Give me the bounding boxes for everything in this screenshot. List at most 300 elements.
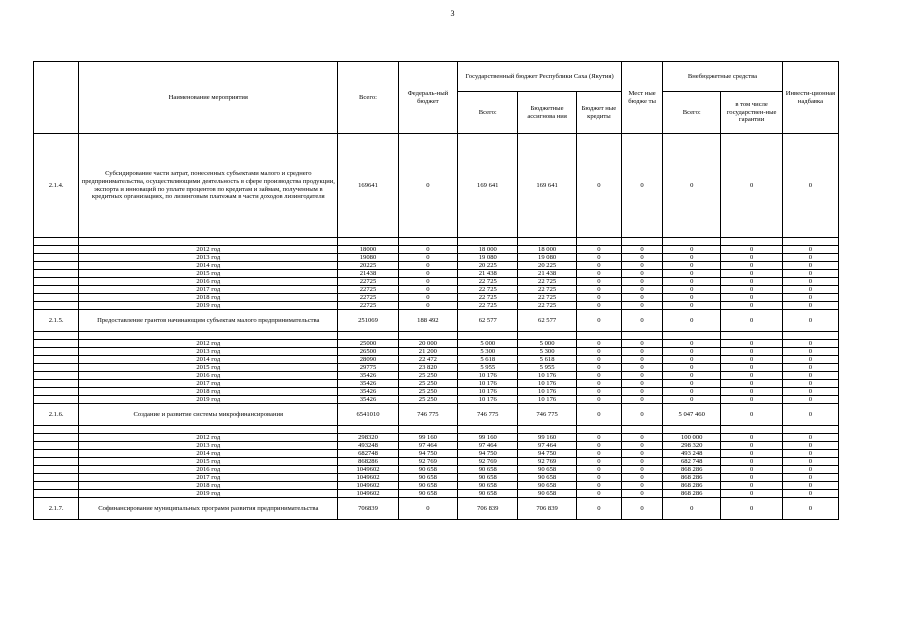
year-value: 0 xyxy=(576,286,621,294)
year-label: 2014 год xyxy=(79,356,338,364)
year-value: 90 658 xyxy=(398,474,457,482)
spacer-cell xyxy=(79,426,338,434)
year-value: 0 xyxy=(622,474,663,482)
year-value: 10 176 xyxy=(458,372,518,380)
section-number: 2.1.7. xyxy=(34,498,79,520)
year-value: 1049602 xyxy=(338,490,398,498)
year-value: 25 250 xyxy=(398,372,457,380)
section-row xyxy=(34,404,839,426)
year-label: 2012 год xyxy=(79,246,338,254)
year-number-cell xyxy=(34,254,79,262)
year-value: 10 176 xyxy=(518,396,576,404)
section-value: 5 047 460 xyxy=(663,404,721,426)
year-value: 0 xyxy=(622,364,663,372)
spacer-cell xyxy=(398,332,457,340)
year-row xyxy=(34,372,839,380)
year-value: 25 250 xyxy=(398,396,457,404)
year-value: 0 xyxy=(576,302,621,310)
year-value: 0 xyxy=(721,490,783,498)
section-value: 0 xyxy=(398,134,457,238)
year-value: 0 xyxy=(576,372,621,380)
year-value: 0 xyxy=(782,340,838,348)
year-number-cell xyxy=(34,278,79,286)
section-value: 0 xyxy=(622,310,663,332)
year-row xyxy=(34,380,839,388)
year-value: 5 955 xyxy=(458,364,518,372)
year-row xyxy=(34,364,839,372)
year-value: 0 xyxy=(576,388,621,396)
year-label: 2012 год xyxy=(79,340,338,348)
spacer-cell xyxy=(782,426,838,434)
year-value: 0 xyxy=(721,434,783,442)
spacer-cell xyxy=(782,238,838,246)
year-value: 22725 xyxy=(338,278,398,286)
year-value: 21 438 xyxy=(518,270,576,278)
year-value: 0 xyxy=(622,434,663,442)
year-value: 0 xyxy=(576,380,621,388)
year-number-cell xyxy=(34,270,79,278)
section-value: 0 xyxy=(721,310,783,332)
year-value: 28090 xyxy=(338,356,398,364)
section-number: 2.1.6. xyxy=(34,404,79,426)
year-value: 92 769 xyxy=(458,458,518,466)
year-number-cell xyxy=(34,286,79,294)
section-value: 62 577 xyxy=(518,310,576,332)
year-value: 5 300 xyxy=(518,348,576,356)
year-value: 25 250 xyxy=(398,388,457,396)
section-value: 0 xyxy=(398,498,457,520)
spacer-cell xyxy=(622,426,663,434)
year-value: 90 658 xyxy=(398,490,457,498)
header-name: Наименование мероприятия xyxy=(79,62,338,134)
spacer-cell xyxy=(338,426,398,434)
year-value: 0 xyxy=(576,356,621,364)
year-value: 0 xyxy=(576,294,621,302)
section-value: 169 641 xyxy=(458,134,518,238)
section-value: 0 xyxy=(721,404,783,426)
year-value: 35426 xyxy=(338,388,398,396)
spacer-cell xyxy=(518,238,576,246)
year-label: 2019 год xyxy=(79,490,338,498)
year-row xyxy=(34,482,839,490)
year-value: 10 176 xyxy=(458,396,518,404)
year-number-cell xyxy=(34,246,79,254)
year-value: 0 xyxy=(576,270,621,278)
year-value: 20 000 xyxy=(398,340,457,348)
year-value: 0 xyxy=(663,262,721,270)
year-label: 2018 год xyxy=(79,482,338,490)
year-value: 493 248 xyxy=(663,450,721,458)
year-value: 0 xyxy=(721,270,783,278)
year-value: 90 658 xyxy=(518,474,576,482)
year-value: 0 xyxy=(622,482,663,490)
year-value: 22 725 xyxy=(458,294,518,302)
year-value: 0 xyxy=(663,270,721,278)
spacer-cell xyxy=(576,238,621,246)
year-value: 0 xyxy=(782,246,838,254)
year-value: 0 xyxy=(721,372,783,380)
spacer-row xyxy=(34,426,839,434)
year-value: 0 xyxy=(721,482,783,490)
year-value: 0 xyxy=(782,254,838,262)
year-value: 0 xyxy=(398,262,457,270)
year-value: 21 438 xyxy=(458,270,518,278)
year-value: 10 176 xyxy=(518,380,576,388)
year-value: 0 xyxy=(721,286,783,294)
year-value: 0 xyxy=(576,450,621,458)
spacer-cell xyxy=(458,332,518,340)
spacer-cell xyxy=(34,332,79,340)
header-total: Всего: xyxy=(338,62,398,134)
spacer-row xyxy=(34,332,839,340)
year-value: 0 xyxy=(721,474,783,482)
year-value: 868 286 xyxy=(663,474,721,482)
year-row xyxy=(34,474,839,482)
year-value: 0 xyxy=(782,356,838,364)
section-value: 746 775 xyxy=(518,404,576,426)
year-value: 0 xyxy=(721,396,783,404)
spacer-cell xyxy=(398,238,457,246)
year-number-cell xyxy=(34,340,79,348)
section-value: 0 xyxy=(622,498,663,520)
year-value: 0 xyxy=(663,364,721,372)
year-value: 0 xyxy=(398,246,457,254)
section-value: 0 xyxy=(576,134,621,238)
year-value: 26500 xyxy=(338,348,398,356)
year-value: 23 820 xyxy=(398,364,457,372)
year-row xyxy=(34,286,839,294)
year-value: 5 618 xyxy=(458,356,518,364)
year-number-cell xyxy=(34,434,79,442)
year-value: 0 xyxy=(782,348,838,356)
section-number: 2.1.4. xyxy=(34,134,79,238)
year-row xyxy=(34,442,839,450)
year-value: 0 xyxy=(782,434,838,442)
year-value: 0 xyxy=(576,466,621,474)
year-label: 2016 год xyxy=(79,466,338,474)
year-value: 94 750 xyxy=(398,450,457,458)
section-value: 169641 xyxy=(338,134,398,238)
year-value: 22 725 xyxy=(458,278,518,286)
year-value: 0 xyxy=(663,380,721,388)
year-row xyxy=(34,278,839,286)
year-value: 0 xyxy=(721,458,783,466)
year-value: 97 464 xyxy=(518,442,576,450)
section-number: 2.1.5. xyxy=(34,310,79,332)
year-value: 5 955 xyxy=(518,364,576,372)
year-value: 0 xyxy=(782,286,838,294)
spacer-cell xyxy=(663,332,721,340)
year-value: 97 464 xyxy=(398,442,457,450)
year-number-cell xyxy=(34,450,79,458)
year-value: 0 xyxy=(782,262,838,270)
year-value: 298320 xyxy=(338,434,398,442)
year-row xyxy=(34,270,839,278)
year-value: 0 xyxy=(576,396,621,404)
section-value: 706 839 xyxy=(458,498,518,520)
year-label: 2015 год xyxy=(79,364,338,372)
year-value: 0 xyxy=(782,294,838,302)
year-value: 0 xyxy=(721,450,783,458)
header-extra-total: Всего: xyxy=(663,92,721,134)
year-value: 35426 xyxy=(338,372,398,380)
spacer-cell xyxy=(576,332,621,340)
year-row xyxy=(34,302,839,310)
year-number-cell xyxy=(34,372,79,380)
year-row xyxy=(34,490,839,498)
year-value: 0 xyxy=(576,348,621,356)
year-value: 868 286 xyxy=(663,490,721,498)
year-value: 0 xyxy=(782,302,838,310)
year-value: 0 xyxy=(782,380,838,388)
year-value: 10 176 xyxy=(518,388,576,396)
year-value: 1049602 xyxy=(338,474,398,482)
spacer-cell xyxy=(458,238,518,246)
year-value: 0 xyxy=(721,262,783,270)
year-value: 0 xyxy=(398,254,457,262)
spacer-cell xyxy=(34,426,79,434)
section-value: 0 xyxy=(721,134,783,238)
year-value: 0 xyxy=(663,340,721,348)
section-value: 706 839 xyxy=(518,498,576,520)
year-value: 97 464 xyxy=(458,442,518,450)
year-value: 0 xyxy=(782,466,838,474)
year-label: 2012 год xyxy=(79,434,338,442)
spacer-cell xyxy=(782,332,838,340)
year-value: 1049602 xyxy=(338,482,398,490)
year-value: 0 xyxy=(576,482,621,490)
year-value: 0 xyxy=(622,294,663,302)
year-value: 18000 xyxy=(338,246,398,254)
year-row xyxy=(34,348,839,356)
spacer-cell xyxy=(663,238,721,246)
year-row xyxy=(34,254,839,262)
year-row xyxy=(34,434,839,442)
year-value: 0 xyxy=(782,364,838,372)
section-name: Предоставление грантов начинающим субъектам малого предпринимательства xyxy=(79,310,338,332)
year-value: 298 320 xyxy=(663,442,721,450)
year-value: 19 080 xyxy=(458,254,518,262)
year-value: 90 658 xyxy=(398,466,457,474)
header-federal: Федераль-ный бюджет xyxy=(398,62,457,134)
year-number-cell xyxy=(34,262,79,270)
spacer-cell xyxy=(721,332,783,340)
year-value: 90 658 xyxy=(458,474,518,482)
year-value: 90 658 xyxy=(518,466,576,474)
year-value: 0 xyxy=(721,254,783,262)
spacer-cell xyxy=(663,426,721,434)
year-value: 22 725 xyxy=(458,286,518,294)
year-row xyxy=(34,388,839,396)
section-value: 251069 xyxy=(338,310,398,332)
year-value: 0 xyxy=(622,388,663,396)
section-value: 0 xyxy=(622,404,663,426)
year-value: 0 xyxy=(782,442,838,450)
section-value: 0 xyxy=(782,310,838,332)
year-row xyxy=(34,466,839,474)
year-value: 0 xyxy=(576,278,621,286)
header-local-budget: Мест ные бюдже ты xyxy=(622,62,663,134)
spacer-row xyxy=(34,238,839,246)
year-value: 0 xyxy=(721,348,783,356)
year-value: 0 xyxy=(576,434,621,442)
spacer-cell xyxy=(79,332,338,340)
section-value: 0 xyxy=(576,310,621,332)
year-value: 22725 xyxy=(338,286,398,294)
year-value: 1049602 xyxy=(338,466,398,474)
spacer-cell xyxy=(622,238,663,246)
year-value: 22725 xyxy=(338,302,398,310)
year-number-cell xyxy=(34,458,79,466)
year-label: 2017 год xyxy=(79,474,338,482)
section-value: 0 xyxy=(576,404,621,426)
year-value: 0 xyxy=(663,286,721,294)
section-value: 62 577 xyxy=(458,310,518,332)
year-label: 2019 год xyxy=(79,302,338,310)
section-value: 0 xyxy=(782,134,838,238)
year-value: 0 xyxy=(782,396,838,404)
year-number-cell xyxy=(34,388,79,396)
year-value: 0 xyxy=(721,388,783,396)
year-row xyxy=(34,262,839,270)
spacer-cell xyxy=(34,238,79,246)
section-value: 706839 xyxy=(338,498,398,520)
year-number-cell xyxy=(34,442,79,450)
year-value: 0 xyxy=(663,254,721,262)
header-state-guarantees: в том числе государствен-ные гарантии xyxy=(721,92,783,134)
year-value: 0 xyxy=(721,294,783,302)
year-value: 0 xyxy=(398,302,457,310)
year-value: 682 748 xyxy=(663,458,721,466)
year-value: 0 xyxy=(622,356,663,364)
year-value: 0 xyxy=(576,490,621,498)
section-value: 0 xyxy=(721,498,783,520)
year-value: 0 xyxy=(782,270,838,278)
header-state-total: Всего: xyxy=(458,92,518,134)
year-number-cell xyxy=(34,396,79,404)
year-label: 2013 год xyxy=(79,348,338,356)
year-label: 2018 год xyxy=(79,388,338,396)
year-value: 0 xyxy=(782,490,838,498)
section-value: 169 641 xyxy=(518,134,576,238)
year-number-cell xyxy=(34,356,79,364)
year-value: 0 xyxy=(622,286,663,294)
year-value: 0 xyxy=(576,246,621,254)
year-value: 0 xyxy=(622,348,663,356)
header-budget-credits: Бюджет ные кредиты xyxy=(576,92,621,134)
year-value: 0 xyxy=(663,294,721,302)
year-value: 22725 xyxy=(338,294,398,302)
year-row xyxy=(34,458,839,466)
year-number-cell xyxy=(34,482,79,490)
spacer-cell xyxy=(576,426,621,434)
section-value: 0 xyxy=(576,498,621,520)
spacer-cell xyxy=(622,332,663,340)
year-value: 0 xyxy=(782,372,838,380)
year-value: 90 658 xyxy=(458,466,518,474)
budget-table xyxy=(33,61,839,520)
year-label: 2015 год xyxy=(79,270,338,278)
spacer-cell xyxy=(721,426,783,434)
year-value: 682748 xyxy=(338,450,398,458)
year-label: 2013 год xyxy=(79,442,338,450)
year-value: 0 xyxy=(721,364,783,372)
year-number-cell xyxy=(34,294,79,302)
year-value: 0 xyxy=(622,466,663,474)
year-value: 0 xyxy=(663,302,721,310)
year-value: 0 xyxy=(622,458,663,466)
year-value: 0 xyxy=(782,474,838,482)
year-value: 99 160 xyxy=(458,434,518,442)
year-value: 35426 xyxy=(338,380,398,388)
year-row xyxy=(34,450,839,458)
year-value: 0 xyxy=(782,388,838,396)
year-value: 0 xyxy=(663,348,721,356)
year-label: 2015 год xyxy=(79,458,338,466)
year-value: 0 xyxy=(721,442,783,450)
year-value: 22 725 xyxy=(458,302,518,310)
year-value: 493248 xyxy=(338,442,398,450)
section-name: Субсидирование части затрат, понесенных субъектами малого и среднего предпринимательства, осуществляющими деятельность в сфере производства продукции, экспорта и инноваций по уплате процентов по кредитам и займам, полученным в кредитных организациях, по лизинговым платежам в части доходов лизингодателя xyxy=(79,134,338,238)
year-value: 0 xyxy=(576,254,621,262)
year-value: 99 160 xyxy=(398,434,457,442)
year-value: 0 xyxy=(576,262,621,270)
section-value: 0 xyxy=(622,134,663,238)
year-value: 0 xyxy=(663,356,721,364)
year-value: 25 250 xyxy=(398,380,457,388)
spacer-cell xyxy=(338,332,398,340)
year-label: 2016 год xyxy=(79,278,338,286)
year-value: 0 xyxy=(663,278,721,286)
year-number-cell xyxy=(34,302,79,310)
year-value: 0 xyxy=(576,458,621,466)
spacer-cell xyxy=(518,426,576,434)
year-number-cell xyxy=(34,348,79,356)
year-number-cell xyxy=(34,490,79,498)
year-value: 90 658 xyxy=(398,482,457,490)
year-value: 0 xyxy=(398,286,457,294)
year-value: 90 658 xyxy=(518,490,576,498)
year-number-cell xyxy=(34,380,79,388)
section-name: Софинансирование муниципальных программ развития предпринимательства xyxy=(79,498,338,520)
year-label: 2019 год xyxy=(79,396,338,404)
table-body xyxy=(34,134,839,520)
year-value: 94 750 xyxy=(458,450,518,458)
year-label: 2017 год xyxy=(79,286,338,294)
year-label: 2016 год xyxy=(79,372,338,380)
year-number-cell xyxy=(34,364,79,372)
year-value: 0 xyxy=(576,474,621,482)
year-value: 0 xyxy=(663,246,721,254)
section-value: 746 775 xyxy=(398,404,457,426)
year-value: 0 xyxy=(721,380,783,388)
year-label: 2017 год xyxy=(79,380,338,388)
year-value: 868286 xyxy=(338,458,398,466)
year-value: 0 xyxy=(622,490,663,498)
year-value: 0 xyxy=(622,302,663,310)
header-budget-allocations: Бюджетные ассигнова ния xyxy=(518,92,576,134)
year-value: 0 xyxy=(622,396,663,404)
year-value: 25000 xyxy=(338,340,398,348)
year-value: 0 xyxy=(782,450,838,458)
year-value: 0 xyxy=(782,482,838,490)
year-label: 2013 год xyxy=(79,254,338,262)
year-value: 100 000 xyxy=(663,434,721,442)
section-value: 6541010 xyxy=(338,404,398,426)
section-value: 746 775 xyxy=(458,404,518,426)
section-value: 0 xyxy=(663,134,721,238)
year-value: 22 725 xyxy=(518,302,576,310)
